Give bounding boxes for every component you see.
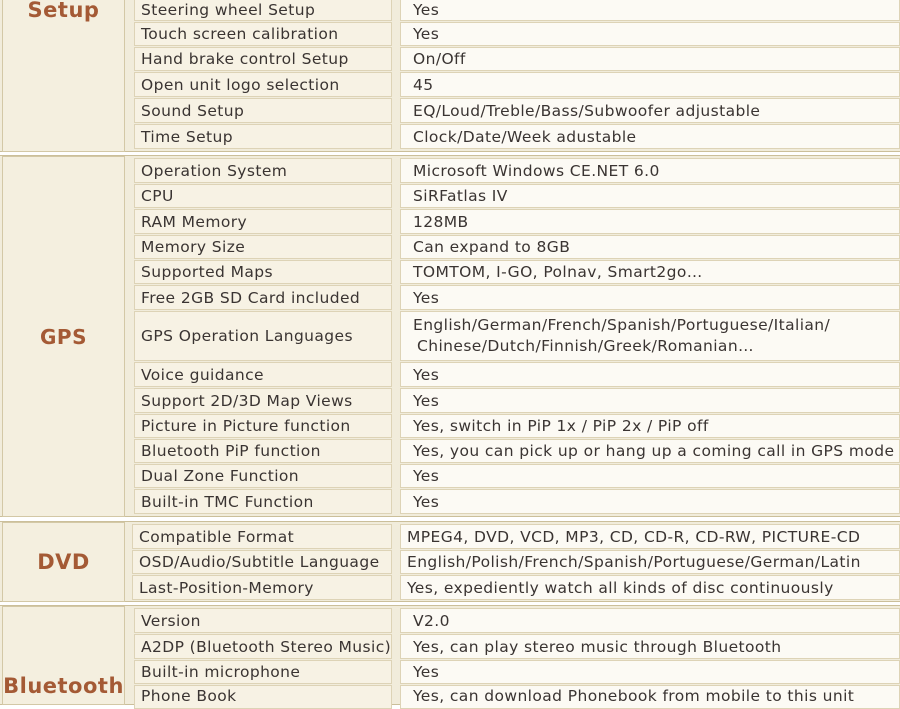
feature-cell: CPU (134, 184, 392, 208)
value-cell: Yes (400, 388, 900, 413)
category-label: GPS (2, 156, 125, 517)
value-cell: Yes (400, 464, 900, 488)
feature-cell: RAM Memory (134, 209, 392, 234)
value-cell: Yes (400, 0, 900, 21)
feature-cell: Built-in microphone (134, 660, 392, 684)
feature-cell: Picture in Picture function (134, 414, 392, 438)
feature-cell: Version (134, 608, 392, 633)
feature-cell: Support 2D/3D Map Views (134, 388, 392, 413)
value-cell: Yes, expediently watch all kinds of disc continuously (400, 575, 900, 600)
value-cell: Yes, can play stereo music through Bluetooth (400, 634, 900, 659)
feature-cell: Memory Size (134, 235, 392, 259)
feature-cell: Built-in TMC Function (134, 489, 392, 514)
feature-cell: OSD/Audio/Subtitle Language (132, 550, 392, 574)
feature-cell: A2DP (Bluetooth Stereo Music) (134, 634, 392, 659)
value-cell: MPEG4, DVD, VCD, MP3, CD, CD-R, CD-RW, PICTURE-CD (400, 524, 900, 549)
value-cell: Yes (400, 660, 900, 684)
value-cell: Yes (400, 362, 900, 387)
feature-cell: Supported Maps (134, 260, 392, 284)
feature-cell: Sound Setup (134, 98, 392, 123)
value-cell: On/Off (400, 47, 900, 71)
feature-cell: Time Setup (134, 124, 392, 149)
value-cell: Yes (400, 285, 900, 310)
feature-cell: Last-Position-Memory (132, 575, 392, 600)
value-line: Chinese/Dutch/Finnish/Greek/Romanian… (417, 337, 754, 355)
feature-cell: Steering wheel Setup (134, 0, 392, 21)
value-cell: Clock/Date/Week adustable (400, 124, 900, 149)
feature-cell: Dual Zone Function (134, 464, 392, 488)
value-cell: EQ/Loud/Treble/Bass/Subwoofer adjustable (400, 98, 900, 123)
feature-cell: Free 2GB SD Card included (134, 285, 392, 310)
category-label: DVD (2, 522, 125, 602)
value-cell: Yes (400, 489, 900, 514)
feature-cell: Touch screen calibration (134, 22, 392, 46)
value-cell: V2.0 (400, 608, 900, 633)
feature-cell: Hand brake control Setup (134, 47, 392, 71)
value-cell: Yes, can download Phonebook from mobile to this unit (400, 685, 900, 709)
feature-cell: GPS Operation Languages (134, 311, 392, 361)
feature-cell: Open unit logo selection (134, 72, 392, 97)
feature-cell: Operation System (134, 158, 392, 183)
value-cell: Yes, you can pick up or hang up a coming call in GPS mode (400, 439, 900, 463)
value-cell: TOMTOM, I-GO, Polnav, Smart2go… (400, 260, 900, 284)
feature-cell: Voice guidance (134, 362, 392, 387)
value-cell: 128MB (400, 209, 900, 234)
value-cell: Yes (400, 22, 900, 46)
feature-cell: Bluetooth PiP function (134, 439, 392, 463)
value-cell: 45 (400, 72, 900, 97)
value-line: English/German/French/Spanish/Portuguese/Italian/ (413, 316, 831, 334)
value-cell: Microsoft Windows CE.NET 6.0 (400, 158, 900, 183)
value-cell (400, 311, 900, 361)
value-cell: Yes, switch in PiP 1x / PiP 2x / PiP off (400, 414, 900, 438)
value-cell: English/Polish/French/Spanish/Portuguese/German/Latin (400, 550, 900, 574)
value-cell: Can expand to 8GB (400, 235, 900, 259)
feature-cell: Phone Book (134, 685, 392, 709)
value-cell: SiRFatlas IV (400, 184, 900, 208)
feature-cell: Compatible Format (132, 524, 392, 549)
category-label: Setup (2, 0, 125, 152)
category-label: Bluetooth (2, 606, 125, 705)
value-text-block (413, 315, 830, 357)
